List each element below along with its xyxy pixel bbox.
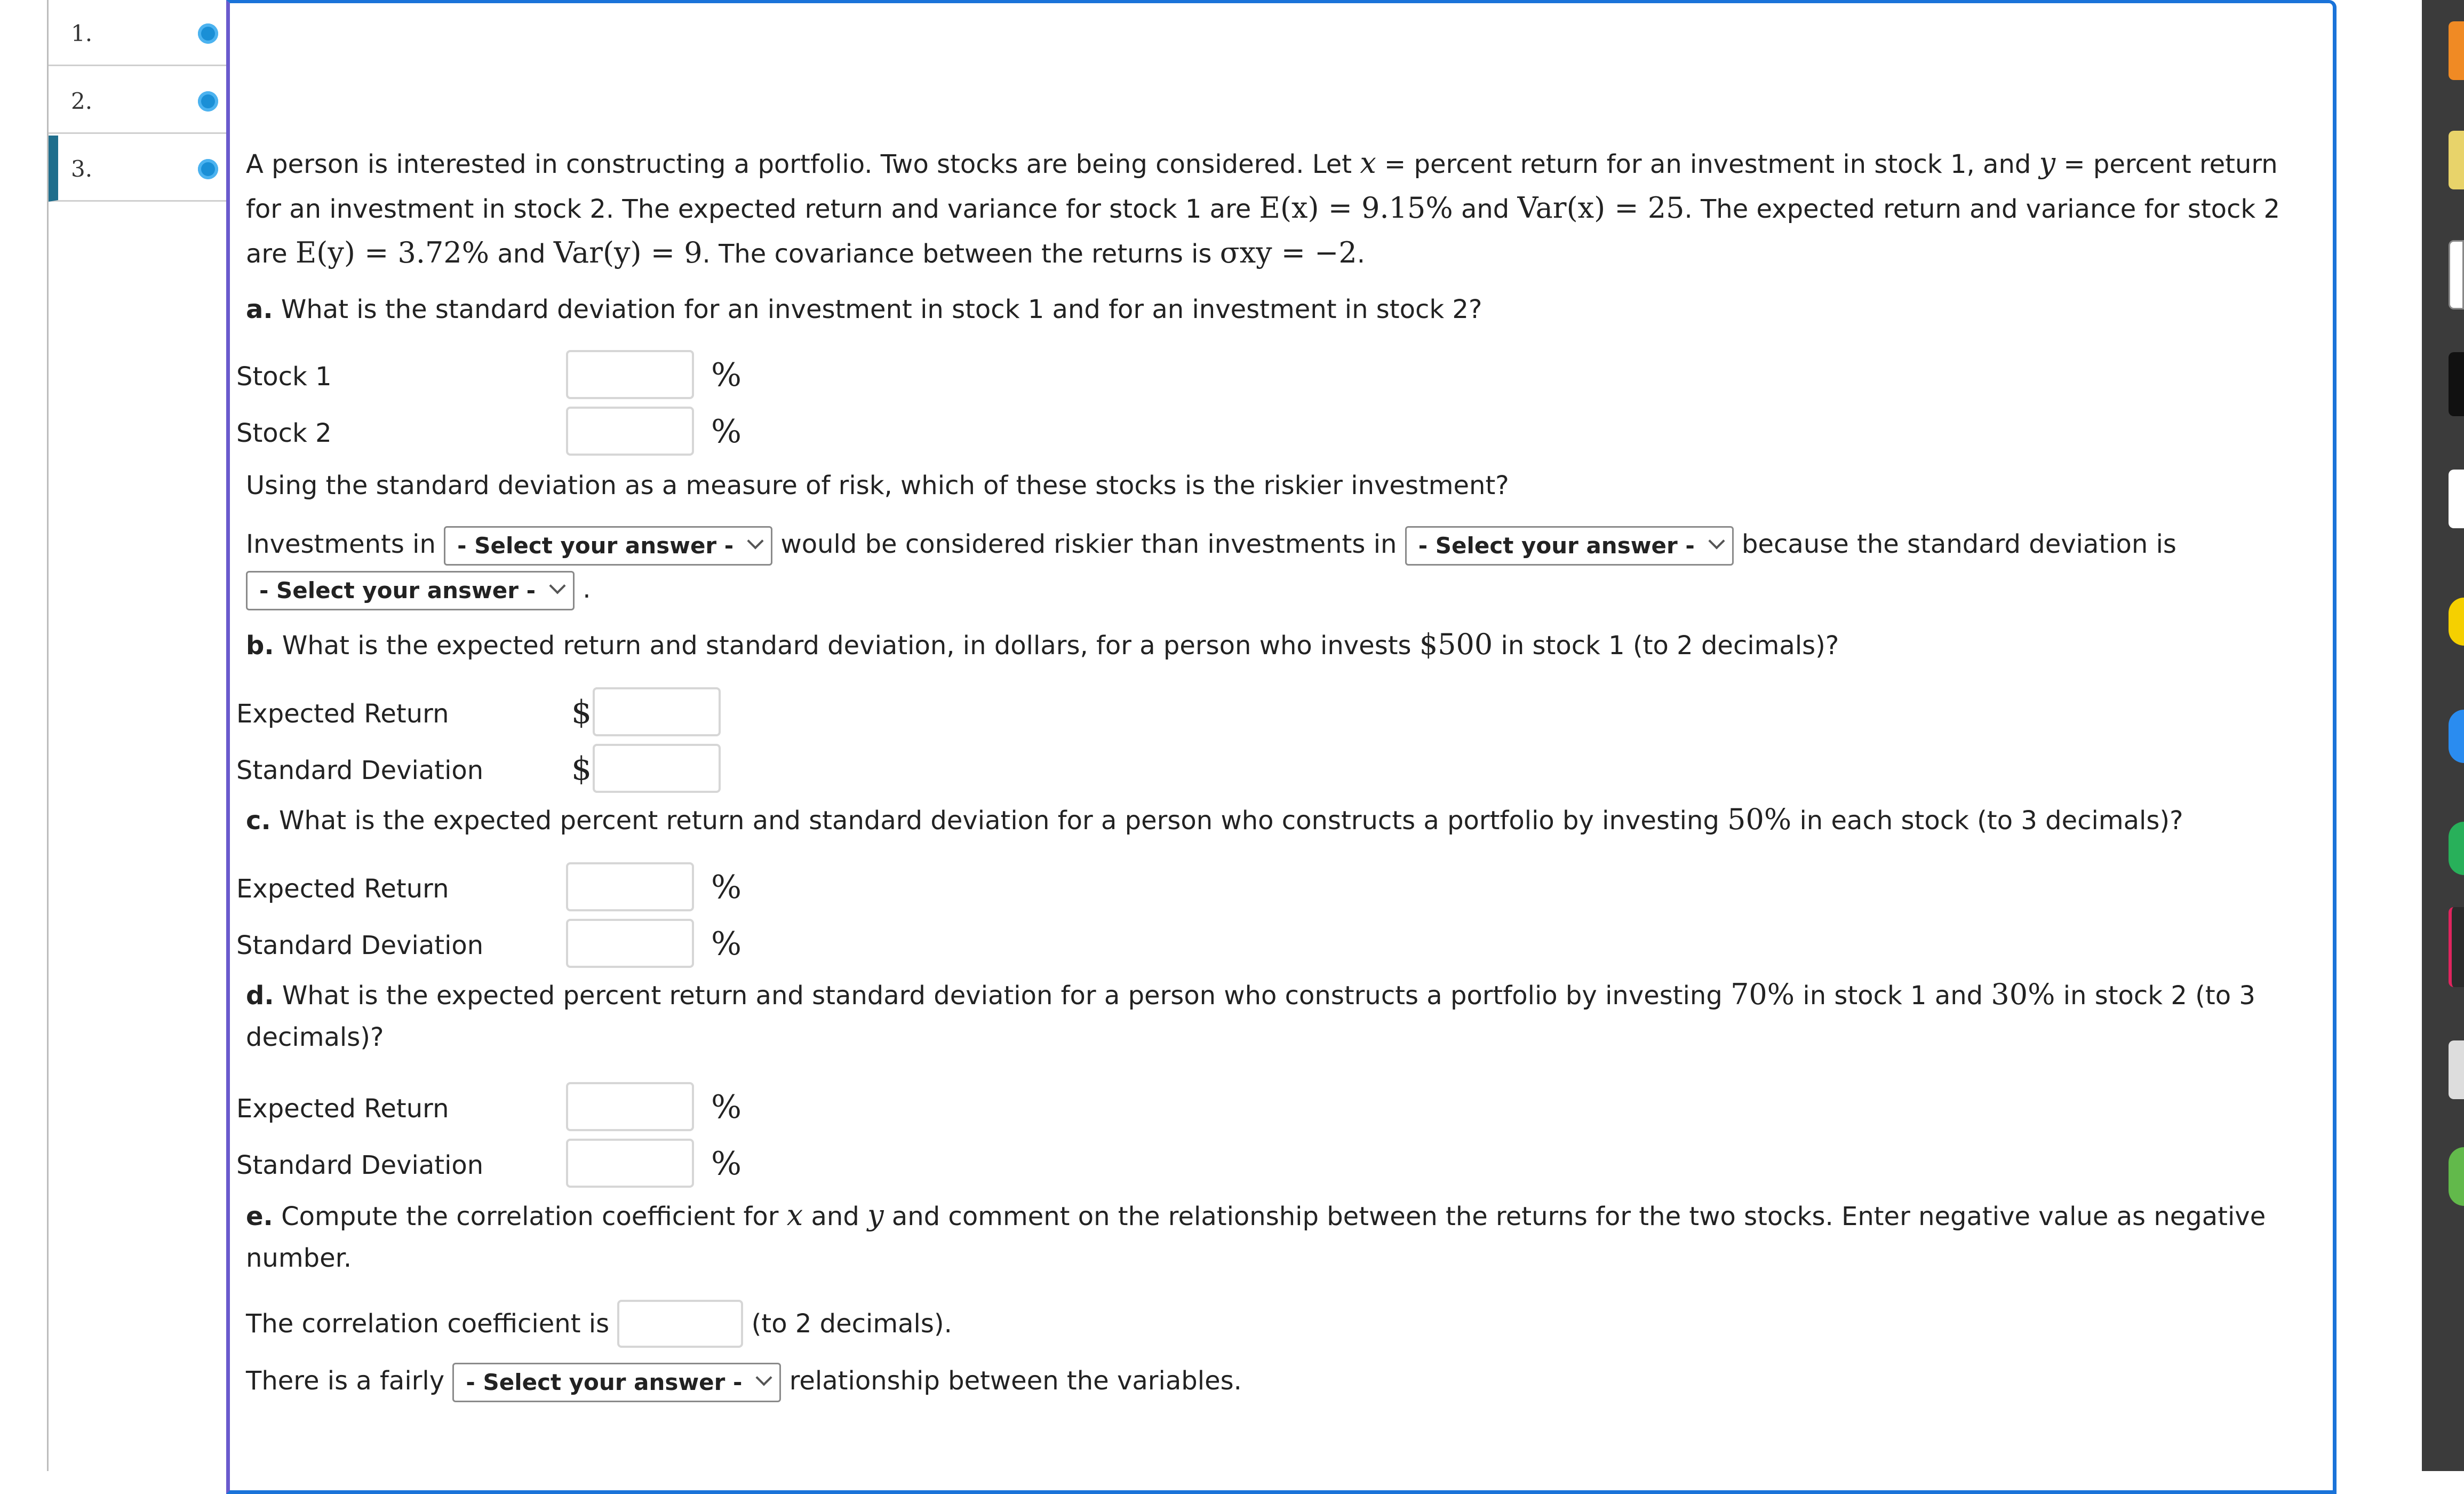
part-text: and comment on the relationship between the returns for the two stocks. Enter negative value as negative [891, 1202, 2266, 1231]
part-text: in stock 1 (to 2 decimals)? [1501, 631, 1839, 661]
intro-text: A person is interested in constructing a portfolio. Two stocks are being considered. Let [246, 149, 1352, 179]
correlation-input[interactable] [617, 1300, 743, 1348]
part-text: Compute the correlation coefficient for [281, 1202, 779, 1231]
intro-text: = percent return [2063, 149, 2278, 179]
chevron-down-icon [549, 577, 565, 594]
question-number: 2. [71, 88, 93, 114]
question-number: 1. [71, 20, 93, 46]
riskier-sentence [246, 526, 2176, 566]
part-e-prompt-cont: number. [246, 1243, 352, 1273]
b-sd-input[interactable] [593, 744, 721, 793]
dollar-unit: $ [571, 750, 592, 788]
math-percent: 70% [1731, 978, 1795, 1011]
b-sd-row [236, 744, 663, 795]
math-percent: 50% [1727, 802, 1792, 836]
chevron-down-icon [756, 1369, 772, 1386]
intro-text: . [1357, 239, 1366, 269]
part-e-prompt [246, 1198, 2266, 1232]
chevron-down-icon [1708, 533, 1725, 549]
d-sd-row [236, 1139, 742, 1190]
math-variance-y: Var(y) = 9 [553, 236, 703, 269]
chevron-down-icon [747, 533, 764, 549]
part-label: a. [246, 295, 273, 324]
b-expected-return-input[interactable] [593, 687, 721, 736]
dock-app-icon[interactable] [2449, 822, 2464, 875]
math-covariance: σxy = −2 [1219, 236, 1357, 269]
math-y: y [2039, 146, 2056, 180]
c-sd-input[interactable] [566, 919, 694, 968]
sd-comparison-select[interactable] [246, 571, 575, 610]
row-label: Stock 1 [236, 362, 332, 392]
row-label: Expected Return [236, 699, 449, 729]
dock-app-icon[interactable] [2449, 1147, 2464, 1206]
question-nav [47, 0, 228, 1471]
less-risky-stock-select[interactable] [1405, 526, 1734, 566]
dock-app-icon[interactable] [2449, 907, 2464, 987]
row-label: Standard Deviation [236, 756, 484, 785]
intro-text: . The expected return and variance for stock 2 [1684, 194, 2280, 224]
percent-unit: % [711, 1145, 742, 1182]
intro-text: = percent return for an investment in stock 1, and [1384, 149, 2031, 179]
part-text: What is the expected percent return and standard deviation for a person who constructs a portfolio by investing [282, 981, 1723, 1011]
row-label: Standard Deviation [236, 1150, 484, 1180]
select-value: - Select your answer - [1418, 533, 1695, 559]
question-nav-item[interactable] [49, 68, 230, 134]
relationship-select[interactable] [452, 1363, 781, 1402]
risk-question: Using the standard deviation as a measure of risk, which of these stocks is the riskier investment? [246, 471, 1509, 500]
part-label: d. [246, 981, 274, 1011]
status-dot-icon [198, 159, 218, 179]
percent-unit: % [711, 356, 742, 394]
part-d-prompt [246, 978, 2255, 1011]
intro-line-2 [246, 191, 2280, 225]
part-label: e. [246, 1202, 273, 1231]
part-text: and [811, 1202, 859, 1231]
select-value: - Select your answer - [457, 533, 734, 559]
row-label: Expected Return [236, 874, 449, 904]
question-nav-item-active[interactable] [49, 136, 230, 202]
select-value: - Select your answer - [466, 1369, 743, 1395]
percent-unit: % [711, 1088, 742, 1126]
part-text: What is the expected return and standard deviation, in dollars, for a person who invests [282, 631, 1412, 661]
percent-unit: % [711, 925, 742, 963]
math-variance-x: Var(x) = 25 [1517, 191, 1685, 225]
b-expected-return-row [236, 687, 663, 738]
question-panel [226, 0, 2337, 1494]
part-text: What is the expected percent return and standard deviation for a person who constructs a portfolio by investing [278, 806, 1719, 836]
dock-app-icon[interactable] [2449, 710, 2464, 763]
relationship-row [246, 1363, 1242, 1402]
dock-app-icon[interactable] [2449, 21, 2464, 80]
status-dot-icon [198, 91, 218, 112]
dock-app-icon[interactable] [2449, 1040, 2464, 1099]
d-sd-input[interactable] [566, 1139, 694, 1188]
stock1-sd-input[interactable] [566, 350, 694, 399]
intro-text: and [497, 239, 546, 269]
sentence-text: because the standard deviation is [1742, 529, 2176, 559]
part-label: c. [246, 806, 271, 836]
part-c-prompt [246, 802, 2183, 836]
percent-unit: % [711, 869, 742, 906]
correlation-row [246, 1300, 952, 1351]
math-y: y [867, 1198, 884, 1232]
part-b-prompt [246, 627, 1839, 661]
sentence-text: would be considered riskier than investments in [780, 529, 1397, 559]
sentence-text: There is a fairly [246, 1366, 445, 1396]
row-label: Expected Return [236, 1094, 449, 1124]
sentence-text: The correlation coefficient is [246, 1309, 610, 1339]
row-label: Standard Deviation [236, 931, 484, 960]
part-label: b. [246, 631, 274, 661]
intro-text: . The covariance between the returns is [702, 239, 1212, 269]
intro-text: and [1461, 194, 1510, 224]
stock2-row [236, 407, 742, 458]
part-text: in each stock (to 3 decimals)? [1799, 806, 2183, 836]
intro-line-1 [246, 146, 2278, 180]
dock-app-icon[interactable] [2449, 470, 2464, 528]
intro-text: for an investment in stock 2. The expected return and variance for stock 1 are [246, 194, 1251, 224]
stock2-sd-input[interactable] [566, 407, 694, 456]
sentence-text: Investments in [246, 529, 436, 559]
sentence-text: relationship between the variables. [789, 1366, 1242, 1396]
riskier-sentence-cont [246, 571, 591, 610]
math-expected-y: E(y) = 3.72% [295, 236, 490, 269]
math-x: x [786, 1198, 803, 1232]
intro-line-3 [246, 236, 1365, 269]
question-nav-item[interactable] [49, 0, 230, 66]
dock-app-icon[interactable] [2449, 240, 2464, 309]
d-expected-return-input[interactable] [566, 1082, 694, 1131]
part-a-prompt [246, 295, 1482, 324]
select-value: - Select your answer - [259, 577, 536, 603]
row-label: Stock 2 [236, 418, 332, 448]
part-text: What is the standard deviation for an investment in stock 1 and for an investment in stock 2? [281, 295, 1482, 324]
stock1-row [236, 350, 742, 401]
status-dot-icon [198, 23, 218, 44]
math-x: x [1360, 146, 1376, 180]
part-text: in stock 1 and [1803, 981, 1983, 1011]
dock-app-icon[interactable] [2449, 131, 2464, 189]
dollar-unit: $ [571, 694, 592, 731]
percent-unit: % [711, 413, 742, 450]
c-expected-return-input[interactable] [566, 862, 694, 911]
dock-app-icon[interactable] [2449, 352, 2464, 416]
d-expected-return-row [236, 1082, 742, 1133]
dock-app-icon[interactable] [2449, 598, 2464, 646]
math-amount: $500 [1419, 627, 1493, 661]
part-text: in stock 2 (to 3 [2063, 981, 2255, 1011]
math-percent: 30% [1991, 978, 2055, 1011]
math-expected-x: E(x) = 9.15% [1259, 191, 1453, 225]
question-number: 3. [71, 156, 93, 182]
riskier-stock-select[interactable] [444, 526, 772, 566]
sentence-text: . [583, 574, 591, 604]
intro-text: are [246, 239, 288, 269]
c-expected-return-row [236, 862, 742, 913]
part-d-prompt-cont: decimals)? [246, 1022, 384, 1052]
sentence-text: (to 2 decimals). [751, 1309, 952, 1339]
c-sd-row [236, 919, 742, 970]
